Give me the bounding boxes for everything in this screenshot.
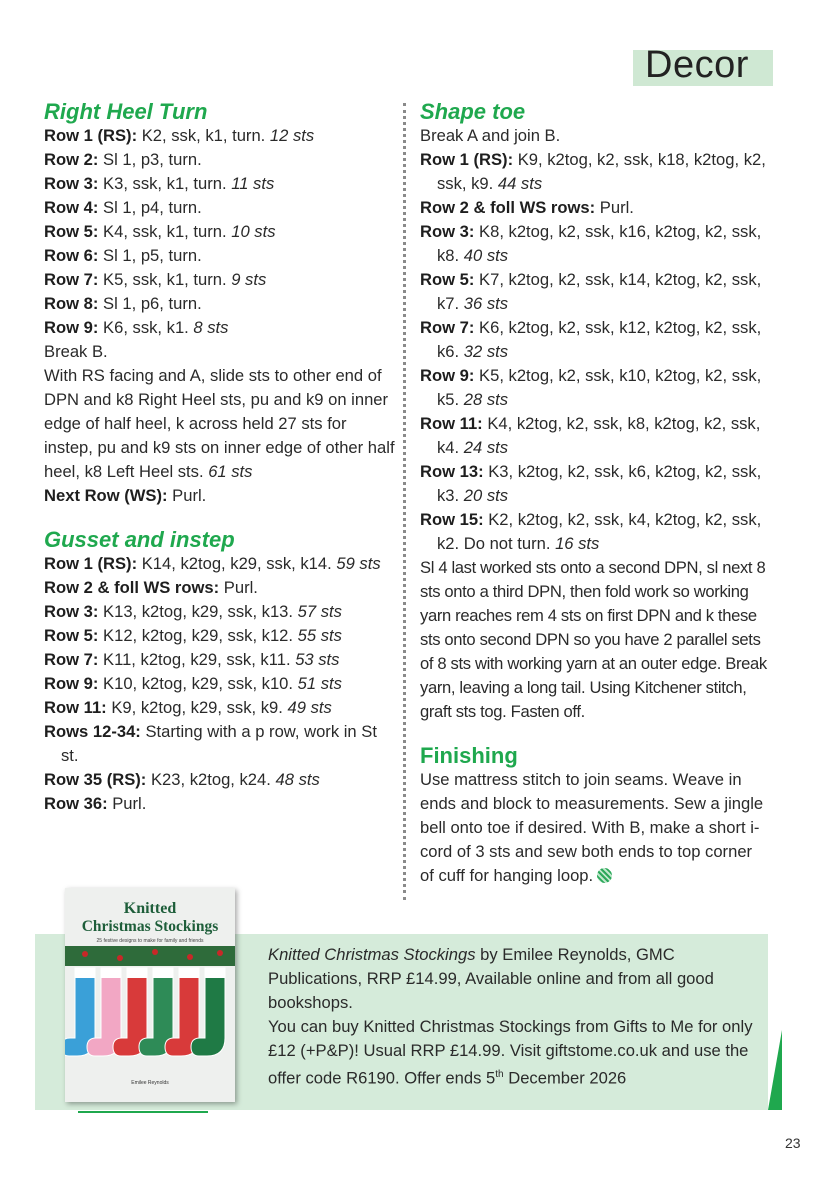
gusset-row: Row 36: Purl. <box>44 794 147 813</box>
toe-row: Row 9: K5, k2tog, k2, ssk, k10, k2tog, k2, ssk, k5. 28 sts <box>420 366 762 409</box>
heel-row: Row 3: K3, ssk, k1, turn. 11 sts <box>44 174 275 193</box>
break-b: Break B. <box>44 342 108 361</box>
book-cover-author: Emilee Reynolds <box>131 1080 169 1086</box>
promo-line-1: Knitted Christmas Stockings by Emilee Reynolds, GMC Publications, RRP £14.99, Available online and from all good bookshops. <box>268 945 714 1012</box>
stocking-cuff <box>127 968 147 978</box>
gusset-row: Row 9: K10, k2tog, k29, ssk, k10. 51 sts <box>44 674 342 693</box>
toe-row: Row 5: K7, k2tog, k2, ssk, k14, k2tog, k2, ssk, k7. 36 sts <box>420 270 762 313</box>
promo-corner-accent <box>768 1030 782 1110</box>
column-divider <box>403 103 406 900</box>
stocking-cuff <box>153 968 173 978</box>
gusset-row: Row 35 (RS): K23, k2tog, k24. 48 sts <box>44 770 320 789</box>
heel-row: Row 5: K4, ssk, k1, turn. 10 sts <box>44 222 276 241</box>
gusset-row: Row 3: K13, k2tog, k29, ssk, k13. 57 sts <box>44 602 342 621</box>
heel-row: Row 6: Sl 1, p5, turn. <box>44 246 202 265</box>
heel-row: Row 4: Sl 1, p4, turn. <box>44 198 202 217</box>
toe-row: Row 11: K4, k2tog, k2, ssk, k8, k2tog, k2, ssk, k4. 24 sts <box>420 414 761 457</box>
toe-row: Row 1 (RS): K9, k2tog, k2, ssk, k18, k2tog, k2, ssk, k9. 44 sts <box>420 150 766 193</box>
gusset-row: Row 11: K9, k2tog, k29, ssk, k9. 49 sts <box>44 698 332 717</box>
garland <box>65 946 235 966</box>
section-tag <box>633 44 773 86</box>
heel-rows <box>44 124 399 340</box>
toe-title: Shape toe <box>420 99 526 124</box>
toe-row: Row 2 & foll WS rows: Purl. <box>420 198 634 217</box>
gusset-row: Row 5: K12, k2tog, k29, ssk, k12. 55 sts <box>44 626 342 645</box>
gusset-rows <box>44 552 399 816</box>
toe-row: Row 13: K3, k2tog, k2, ssk, k6, k2tog, k2, ssk, k3. 20 sts <box>420 462 762 505</box>
promo-book-title: Knitted Christmas Stockings <box>268 945 476 964</box>
promo-text <box>268 943 768 1091</box>
heel-row: Row 9: K6, ssk, k1. 8 sts <box>44 318 229 337</box>
page-number: 23 <box>785 1135 801 1151</box>
book-cover-image <box>65 888 235 1102</box>
stockings-illustration <box>65 888 235 1102</box>
gusset-row: Row 1 (RS): K14, k2tog, k29, ssk, k14. 59 sts <box>44 554 381 573</box>
gusset-row: Row 2 & foll WS rows: Purl. <box>44 578 258 597</box>
gusset-title: Gusset and instep <box>44 527 235 552</box>
toe-row: Row 7: K6, k2tog, k2, ssk, k12, k2tog, k2, ssk, k6. 32 sts <box>420 318 762 361</box>
promo-underline <box>78 1111 208 1113</box>
stocking-cuff <box>101 968 121 978</box>
gusset-row: Rows 12-34: Starting with a p row, work in St st. <box>44 722 377 765</box>
heel-row: Row 2: Sl 1, p3, turn. <box>44 150 202 169</box>
heel-row: Row 8: Sl 1, p6, turn. <box>44 294 202 313</box>
toe-row: Row 3: K8, k2tog, k2, ssk, k16, k2tog, k2, ssk, k8. 40 sts <box>420 222 762 265</box>
stocking-cuff <box>75 968 95 978</box>
stocking-cuff <box>205 968 225 978</box>
toe-rows <box>420 148 770 556</box>
yarn-ball-icon <box>597 868 612 883</box>
book-cover-subtitle: 25 festive designs to make for family and friends <box>96 938 204 944</box>
right-column <box>420 100 770 888</box>
finishing-title: Finishing <box>420 743 518 768</box>
heel-row: Row 1 (RS): K2, ssk, k1, turn. 12 sts <box>44 126 315 145</box>
toe-paragraph: Sl 4 last worked sts onto a second DPN, sl next 8 sts onto a third DPN, then fold work so working yarn reaches rem 4 sts on first DPN and k these sts onto second DPN so you have 2 parallel sets of 8 sts with working yarn at an outer edge. Break yarn, leaving a long tail. Using Kitchener stitch, graft sts tog. Fasten off. <box>420 558 767 721</box>
gusset-row: Row 7: K11, k2tog, k29, ssk, k11. 53 sts <box>44 650 340 669</box>
book-cover-title-1: Knitted <box>123 900 177 917</box>
heel-row: Row 7: K5, ssk, k1, turn. 9 sts <box>44 270 267 289</box>
left-column <box>44 100 399 816</box>
book-cover-title-2: Christmas Stockings <box>81 918 219 935</box>
heel-title: Right Heel Turn <box>44 99 208 124</box>
next-row: Next Row (WS): Purl. <box>44 486 207 505</box>
promo-line-2: You can buy Knitted Christmas Stockings from Gifts to Me for only £12 (+P&P)! Usual RRP £14.99. Visit giftstome.co.uk and use the offer code R6190. Offer ends 5th December 2026 <box>268 1017 753 1088</box>
heel-paragraph: With RS facing and A, slide sts to other end of DPN and k8 Right Heel sts, pu and k9 on inner edge of half heel, k across held 27 sts for instep, pu and k9 sts on inner edge of other half heel, k8 Left Heel sts. 61 sts <box>44 366 395 481</box>
section-title: Decor <box>645 44 749 86</box>
finishing-text: Use mattress stitch to join seams. Weave in ends and block to measurements. Sew a jingle bell onto toe if desired. With B, make a short i-cord of 3 sts and sew both ends to top corner of cuff for hanging loop. <box>420 770 764 885</box>
toe-row: Row 15: K2, k2tog, k2, ssk, k4, k2tog, k2, ssk, k2. Do not turn. 16 sts <box>420 510 762 553</box>
toe-intro: Break A and join B. <box>420 126 561 145</box>
stocking-cuff <box>179 968 199 978</box>
